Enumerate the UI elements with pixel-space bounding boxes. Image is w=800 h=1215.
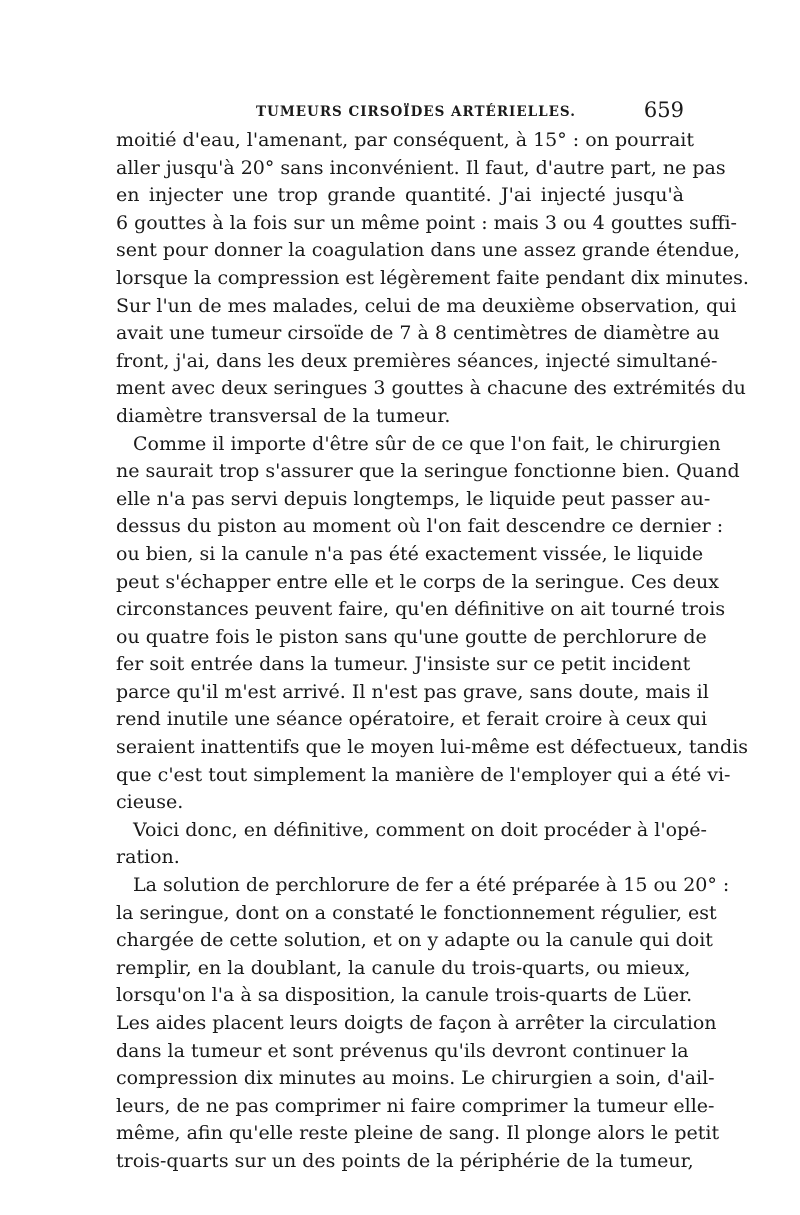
text-line: dans la tumeur et sont prévenus qu'ils devront continuer la: [116, 1039, 689, 1062]
text-line: Comme il importe d'être sûr de ce que l'on fait, le chirurgien: [133, 432, 721, 455]
text-line: lorsque la compression est légèrement faite pendant dix minutes.: [116, 266, 749, 289]
text-line: ration.: [116, 846, 180, 869]
text-line: sent pour donner la coagulation dans une assez grande étendue,: [116, 239, 741, 262]
text-line: rend inutile une séance opératoire, et ferait croire à ceux qui: [116, 708, 708, 731]
text-line: 6 gouttes à la fois sur un même point : mais 3 ou 4 gouttes suffi-: [116, 211, 737, 234]
text-line: remplir, en la doublant, la canule du trois-quarts, ou mieux,: [116, 956, 691, 979]
running-head: [116, 98, 684, 128]
text-line: diamètre transversal de la tumeur.: [116, 404, 451, 427]
text-line: circonstances peuvent faire, qu'en définitive on ait tourné trois: [116, 598, 726, 621]
page-number: 659: [643, 98, 684, 122]
text-line: seraient inattentifs que le moyen lui-même est défectueux, tandis: [116, 736, 749, 759]
text-line: parce qu'il m'est arrivé. Il n'est pas grave, sans doute, mais il: [116, 680, 709, 703]
text-line: cieuse.: [116, 791, 184, 814]
text-line: fer soit entrée dans la tumeur. J'insiste sur ce petit incident: [116, 653, 691, 676]
text-line: que c'est tout simplement la manière de l'employer qui a été vi-: [116, 763, 731, 786]
text-line: peut s'échapper entre elle et le corps de la seringue. Ces deux: [116, 570, 719, 593]
text-line: moitié d'eau, l'amenant, par conséquent, à 15° : on pourrait: [116, 129, 695, 151]
text-line: avait une tumeur cirsoïde de 7 à 8 centimètres de diamètre au: [116, 322, 720, 345]
text-line: compression dix minutes au moins. Le chirurgien a soin, d'ail-: [116, 1067, 715, 1090]
body-text: [116, 127, 749, 1176]
text-line: Les aides placent leurs doigts de façon à arrêter la circulation: [116, 1012, 717, 1034]
text-line: ment avec deux seringues 3 gouttes à chacune des extrémités du: [116, 377, 746, 400]
text-line: même, afin qu'elle reste pleine de sang. Il plonge alors le petit: [116, 1122, 720, 1145]
text-line: dessus du piston au moment où l'on fait descendre ce dernier :: [116, 515, 724, 538]
text-line: elle n'a pas servi depuis longtemps, le liquide peut passer au-: [116, 487, 711, 510]
text-line: Sur l'un de mes malades, celui de ma deuxième observation, qui: [116, 294, 737, 317]
text-line: trois-quarts sur un des points de la périphérie de la tumeur,: [116, 1149, 694, 1172]
running-title: TUMEURS CIRSOÏDES ARTÉRIELLES.: [256, 104, 576, 120]
text-line: ou quatre fois le piston sans qu'une goutte de perchlorure de: [116, 625, 707, 648]
text-line: la seringue, dont on a constaté le fonctionnement régulier, est: [116, 901, 717, 924]
text-line: Voici donc, en définitive, comment on doit procéder à l'opé-: [133, 818, 707, 841]
text-line: aller jusqu'à 20° sans inconvénient. Il faut, d'autre part, ne pas: [116, 156, 726, 179]
text-line: lorsqu'on l'a à sa disposition, la canule trois-quarts de Lüer.: [116, 984, 693, 1007]
text-line: La solution de perchlorure de fer a été préparée à 15 ou 20° :: [133, 874, 730, 897]
text-line: en injecter une trop grande quantité. J'ai injecté jusqu'à: [116, 184, 684, 207]
text-line: chargée de cette solution, et on y adapte ou la canule qui doit: [116, 929, 713, 952]
text-line: ne saurait trop s'assurer que la seringue fonctionne bien. Quand: [116, 460, 740, 483]
text-line: front, j'ai, dans les deux premières séances, injecté simultané-: [116, 349, 718, 372]
text-line: leurs, de ne pas comprimer ni faire comprimer la tumeur elle-: [116, 1094, 715, 1117]
text-line: ou bien, si la canule n'a pas été exactement vissée, le liquide: [116, 542, 704, 565]
